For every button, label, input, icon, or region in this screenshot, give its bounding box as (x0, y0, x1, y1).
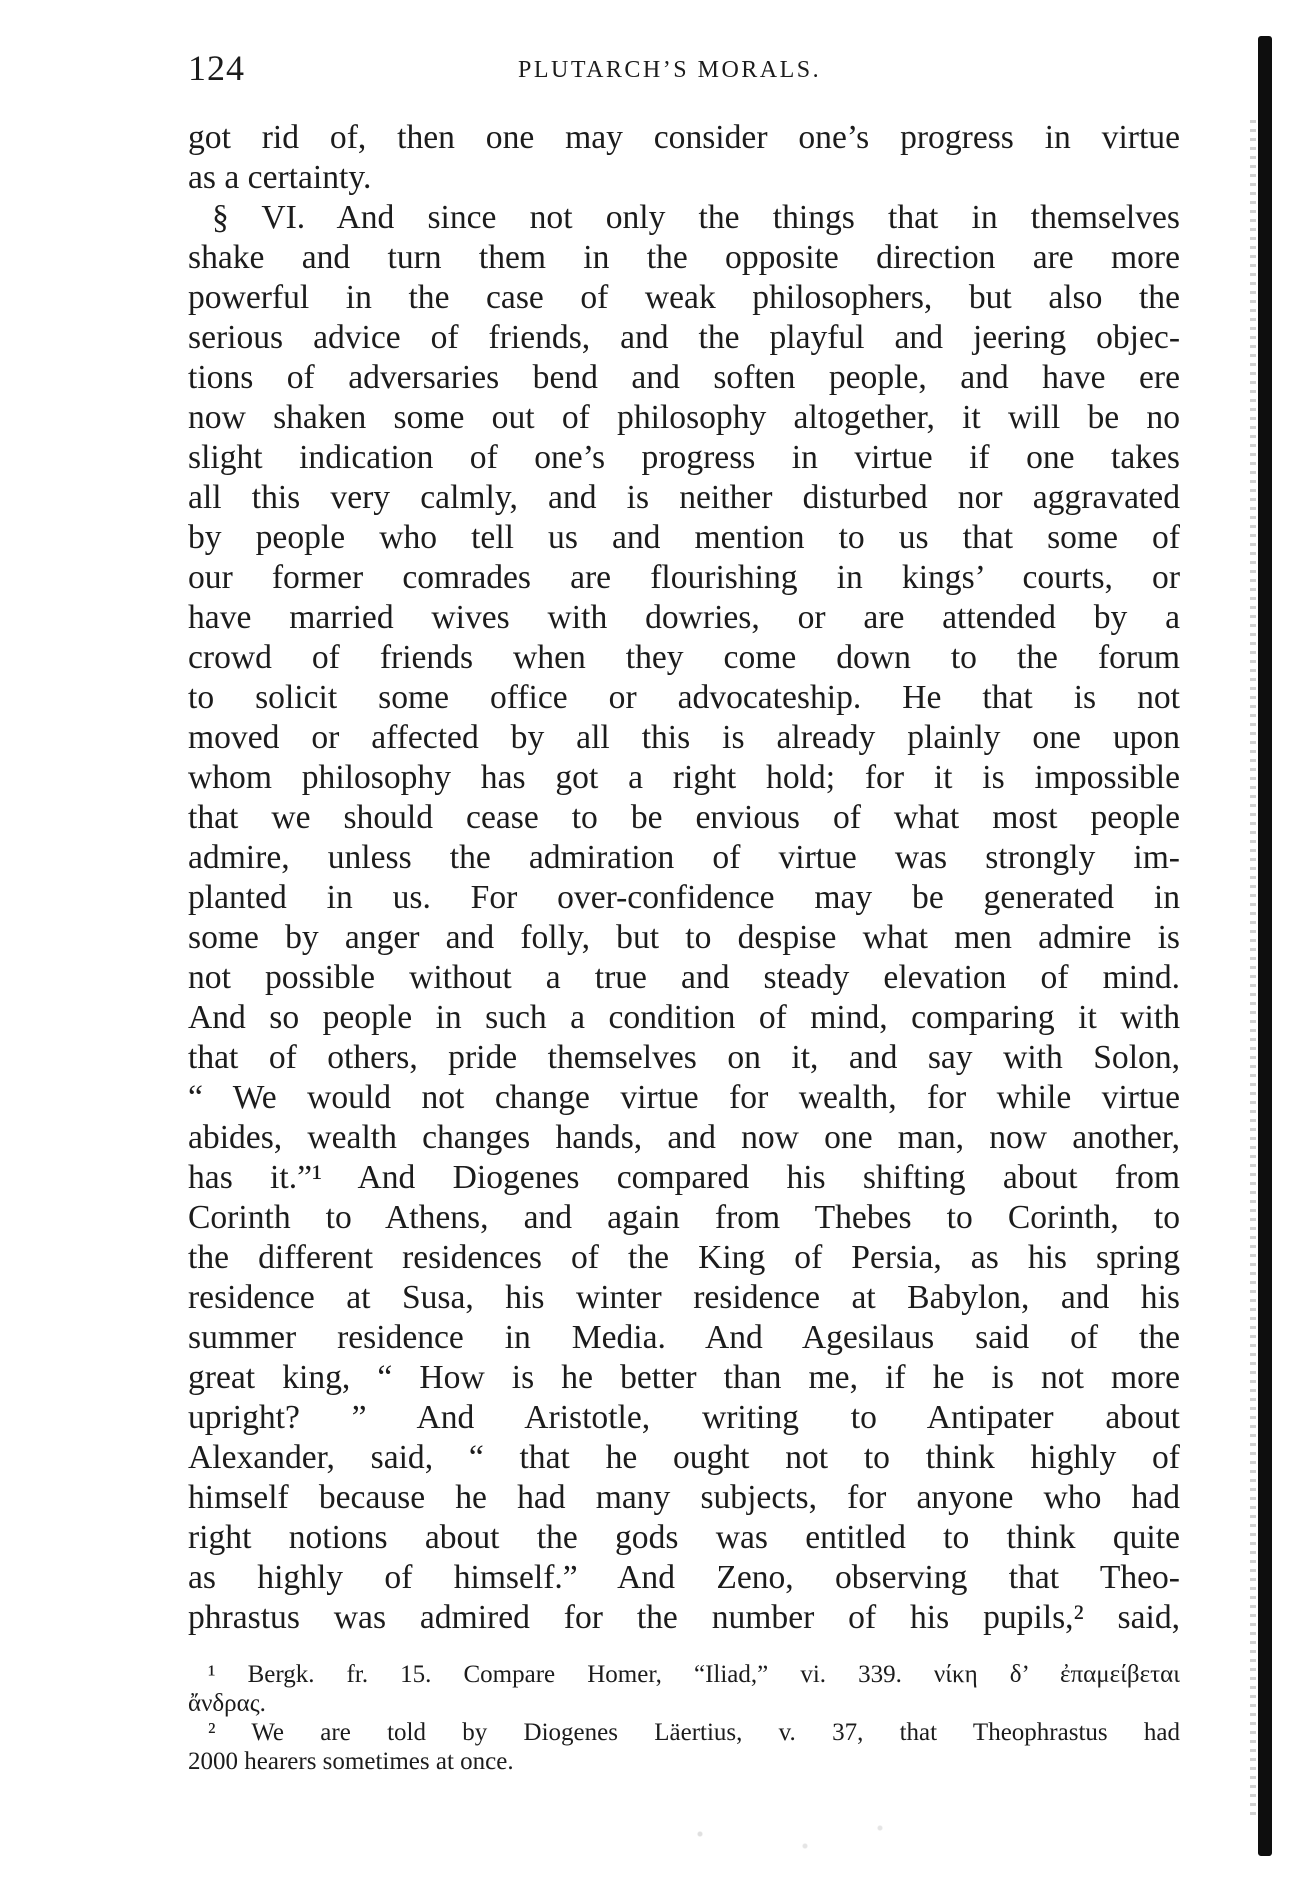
scan-edge-shadow (1250, 120, 1256, 1820)
page-number: 124 (188, 48, 245, 88)
text-line: now shaken some out of philosophy altogether, it will be no (188, 399, 1180, 436)
text-line: “ We would not change virtue for wealth, for while virtue (188, 1079, 1180, 1116)
text-line: some by anger and folly, but to despise what men admire is (188, 919, 1180, 956)
running-head (188, 38, 1178, 98)
text-line: crowd of friends when they come down to the forum (188, 639, 1180, 676)
text-line: summer residence in Media. And Agesilaus said of the (188, 1319, 1180, 1356)
text-line: powerful in the case of weak philosophers, but also the (188, 279, 1180, 316)
text-line: slight indication of one’s progress in virtue if one takes (188, 439, 1180, 476)
text-line: upright? ” And Aristotle, writing to Antipater about (188, 1399, 1180, 1436)
text-line: our former comrades are flourishing in kings’ courts, or (188, 559, 1180, 596)
text-line: tions of adversaries bend and soften people, and have ere (188, 359, 1180, 396)
text-line: himself because he had many subjects, for anyone who had (188, 1479, 1180, 1516)
text-line: that we should cease to be envious of what most people (188, 799, 1180, 836)
scan-binding-edge (1258, 36, 1272, 1856)
text-line: residence at Susa, his winter residence at Babylon, and his (188, 1279, 1180, 1316)
text-line: all this very calmly, and is neither disturbed nor aggravated (188, 479, 1180, 516)
text-line: Corinth to Athens, and again from Thebes to Corinth, to (188, 1199, 1180, 1236)
text-line: shake and turn them in the opposite direction are more (188, 239, 1180, 276)
text-line: that of others, pride themselves on it, and say with Solon, (188, 1039, 1180, 1076)
text-line: whom philosophy has got a right hold; for it is impossible (188, 759, 1180, 796)
text-line: has it.”¹ And Diogenes compared his shifting about from (188, 1159, 1180, 1196)
text-line: And so people in such a condition of mind, comparing it with (188, 999, 1180, 1036)
text-line: abides, wealth changes hands, and now one man, now another, (188, 1119, 1180, 1156)
text-line: Alexander, said, “ that he ought not to think highly of (188, 1439, 1180, 1476)
text-line: got rid of, then one may consider one’s progress in virtue (188, 119, 1180, 156)
text-line: the different residences of the King of Persia, as his spring (188, 1239, 1180, 1276)
scan-speckle (640, 1810, 940, 1870)
footnotes (188, 1660, 1180, 1776)
text-line: not possible without a true and steady elevation of mind. (188, 959, 1180, 996)
text-line: as a certainty. (188, 159, 372, 196)
text-line: serious advice of friends, and the playful and jeering objec- (188, 319, 1180, 356)
text-line: to solicit some office or advocateship. He that is not (188, 679, 1180, 716)
text-line: have married wives with dowries, or are attended by a (188, 599, 1180, 636)
footnote-line: 2000 hearers sometimes at once. (188, 1748, 514, 1775)
text-line: right notions about the gods was entitled to think quite (188, 1519, 1180, 1556)
text-line: admire, unless the admiration of virtue was strongly im- (188, 839, 1180, 876)
body-text (188, 118, 1180, 1638)
text-line: great king, “ How is he better than me, if he is not more (188, 1359, 1180, 1396)
running-title: PLUTARCH’S MORALS. (518, 57, 822, 83)
text-line: planted in us. For over-confidence may be generated in (188, 879, 1180, 916)
text-line: as highly of himself.” And Zeno, observing that Theo- (188, 1559, 1180, 1596)
text-line: by people who tell us and mention to us that some of (188, 519, 1180, 556)
text-line: phrastus was admired for the number of his pupils,² said, (188, 1599, 1180, 1636)
section-heading-line: § VI. And since not only the things that in themselves (212, 199, 1180, 236)
footnote-line: ἄνδρας. (188, 1690, 266, 1717)
footnote-line: ¹ Bergk. fr. 15. Compare Homer, “Iliad,” vi. 339. νίκη δ’ ἐπαμείβεται (208, 1661, 1180, 1688)
footnote-line: ² We are told by Diogenes Läertius, v. 37, that Theophrastus had (208, 1719, 1180, 1746)
text-line: moved or affected by all this is already plainly one upon (188, 719, 1180, 756)
